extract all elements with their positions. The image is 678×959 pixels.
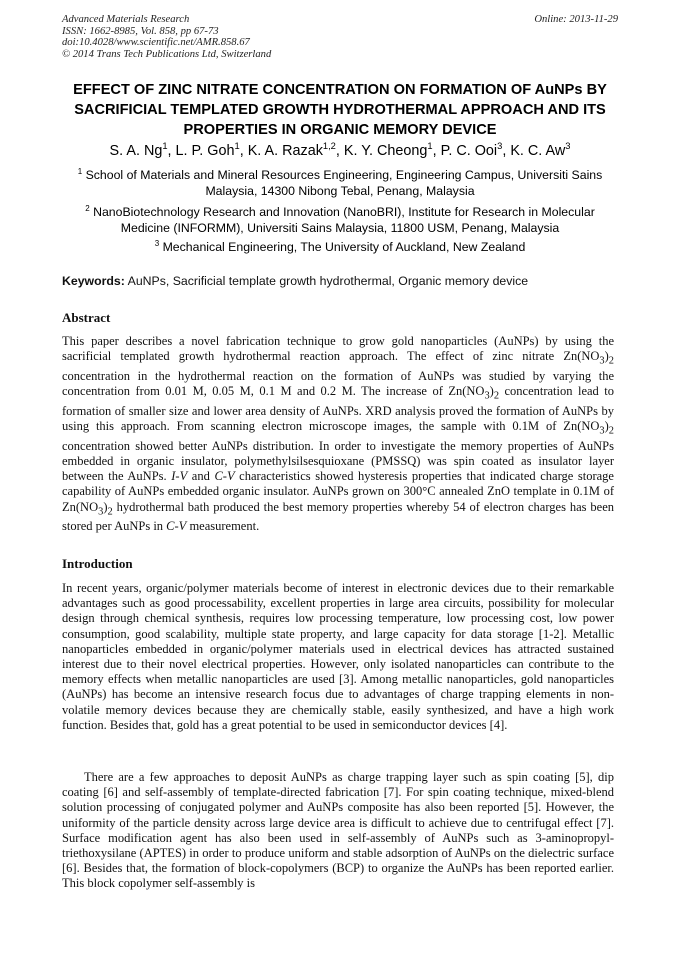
author: K. Y. Cheong$^1$,: [343, 141, 441, 159]
keywords-label: Keywords:: [62, 274, 125, 288]
journal-name: Advanced Materials Research: [62, 14, 190, 25]
online-date: Online: 2013-11-29: [534, 14, 618, 25]
author-list: [62, 141, 618, 161]
affiliation: $^3$ Mechanical Engineering, The University of Auckland, New Zealand: [154, 238, 526, 254]
copyright-line: © 2014 Trans Tech Publications Ltd, Switzerland: [62, 48, 272, 60]
author: K. A. Razak$^{1,2}$,: [247, 141, 344, 159]
affiliation: $^1$ School of Materials and Mineral Resources Engineering, Engineering Campus, Universiti Sains Malaysia, 14300 Nibong Tebal, Penang, Malaysia: [77, 166, 603, 199]
author: S. A. Ng$^1$,: [109, 141, 176, 159]
abstract-text: This paper describes a novel fabrication technique to grow gold nanoparticles (AuNPs) by using the sacrificial templated growth hydrothermal reaction approach. The effect of zinc nitrate $Zn(NO_3)_2$ concentration in the hydrothermal reaction on the formation of AuNPs was studied by varying the concentration from 0.01 M, 0.05 M, 0.1 M and 0.2 M. The increase of $Zn(NO_3)_2$ concentration lead to formation of smaller size and lower area density of AuNPs. XRD analysis proved the formation of AuNPs by using this approach. From scanning electron microscope images, the sample with 0.1M of $Zn(NO_3)_2$ concentration showed better AuNPs distribution. In order to investigate the memory properties of AuNPs embedded in organic insulator, polymethylsilsesquioxane (PMSSQ) was spin coated as insulator layer between the AuNPs. I-V and C-V characteristics showed hysteresis properties that indicated charge storage capability of AuNPs embedded organic insulator. AuNPs grown on 300°C annealed ZnO template in 0.1M of $Zn(NO_3)_2$ hydrothermal bath produced the best memory properties whereby 54 of electron charges has been stored per AuNPs in C-V measurement.: [62, 334, 614, 534]
introduction-paragraph: There are a few approaches to deposit AuNPs as charge trapping layer such as spin coating [5], dip coating [6] and self-assembly of template-directed fabrication [7]. For spin coating technique, mixed-blend solution processing of conjugated polymer and AuNPs composite has also been reported [5]. However, the uniformity of the particle density across large device area is difficult to achieve due to centrifugal effect [7]. Surface modification agent has also been used in self-assembly of AuNPs such as 3-aminopropyl-triethoxysilane (APTES) in order to produce uniform and stable adsorption of AuNPs on the dielectric surface [6]. Besides that, the formation of block-copolymers (BCP) to organize the AuNPs has been reported earlier. This block copolymer self-assembly is: [62, 770, 614, 891]
issn-line: ISSN: 1662-8985, Vol. 858, pp 67-73: [62, 25, 219, 37]
affiliation: $^2$ NanoBiotechnology Research and Innovation (NanoBRI), Institute for Research in Molecular Medicine (INFORMM), Universiti Sains Malaysia, 11800 USM, Penang, Malaysia: [85, 203, 595, 236]
keywords: [62, 273, 618, 289]
introduction-heading: Introduction: [62, 556, 133, 571]
doi-line: doi:10.4028/www.scientific.net/AMR.858.67: [62, 37, 250, 49]
abstract-heading: Abstract: [62, 310, 111, 325]
author: K. C. Aw$^3$: [510, 141, 571, 159]
journal-header: [62, 14, 618, 60]
introduction-paragraph: In recent years, organic/polymer materials become of interest in electronic devices due to their remarkable advantages such as good processability, excellent properties in large area circuits, possibility for molecular design through chemical synthesis, requires low processing temperature, low processing cost, low power consumption, good scalability, multiple state property, and large capacity for data storage [1-2]. Metallic nanoparticles embedded in organic/polymer materials used in electrical devices has attracted sustained interest due to their novel electrical properties. However, only isolated nanoparticles can contribute to the memory effects when metallic nanoparticles are used [3]. Among metallic nanoparticles, gold nanoparticles (AuNPs) has become an intensive research focus due to advantages of charge trapping elements in non-volatile memory devices because they are chemically stable, easily synthesized, and have a high work function. Besides that, gold has a great potential to be used in semiconductor devices [4].: [62, 581, 614, 732]
keywords-text: AuNPs, Sacrificial template growth hydrothermal, Organic memory device: [127, 274, 529, 288]
paper-title: EFFECT OF ZINC NITRATE CONCENTRATION ON FORMATION OF AuNPs BY SACRIFICIAL TEMPLATED GROWTH HYDROTHERMAL APPROACH AND ITS PROPERTIES IN ORGANIC MEMORY DEVICE: [73, 82, 607, 138]
author: L. P. Goh$^1$,: [175, 141, 248, 159]
author: P. C. Ooi$^3$,: [440, 141, 511, 159]
